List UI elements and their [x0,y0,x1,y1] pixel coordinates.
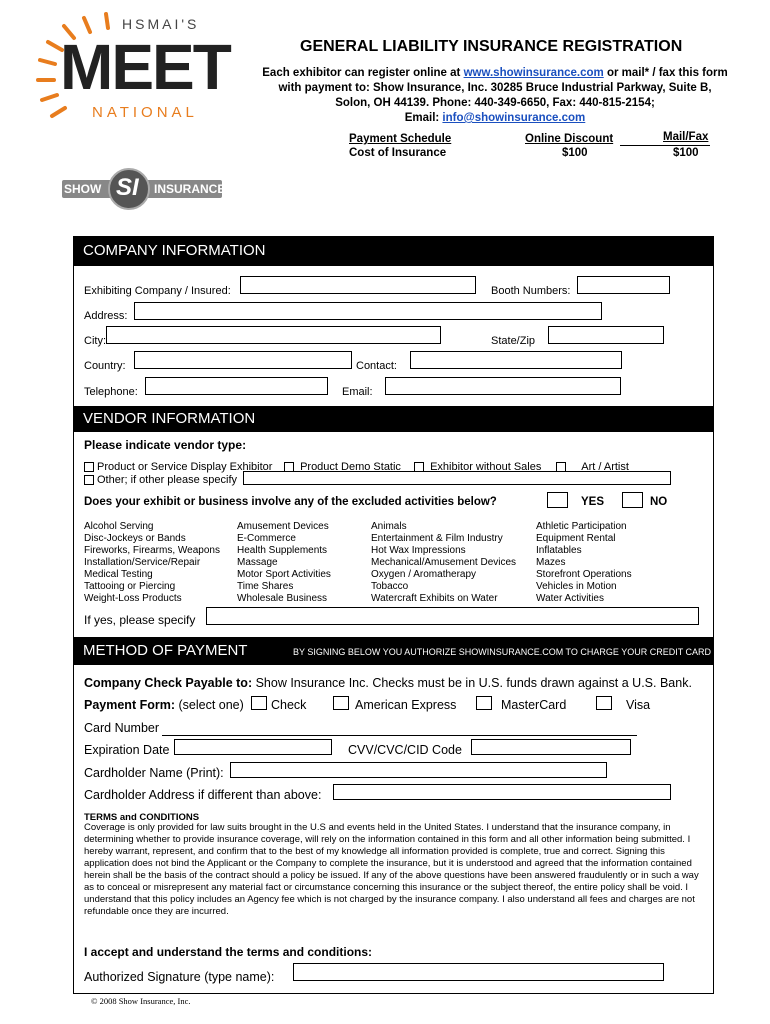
authorize-text: BY SIGNING BELOW YOU AUTHORIZE SHOWINSURANCE.COM TO CHARGE YOUR CREDIT CARD [293,647,712,657]
signature-input[interactable] [293,963,664,981]
activity-item: Massage [237,557,278,568]
expiration-input[interactable] [174,739,332,755]
intro-part-1: Each exhibitor can register online at [262,67,461,79]
country-input[interactable] [134,351,352,369]
excluded-activities-question: Does your exhibit or business involve any of the excluded activities below? [84,496,497,508]
terms-heading: TERMS and CONDITIONS [84,812,200,823]
state-zip-label: State/Zip [491,335,536,347]
cardholder-address-input[interactable] [333,784,671,800]
vendor-info-heading: VENDOR INFORMATION [73,406,714,432]
activity-item: Animals [371,521,407,532]
telephone-label: Telephone: [84,386,138,398]
payment-form-line [84,698,244,712]
yes-checkbox[interactable] [547,492,568,508]
option-demo-label: Product Demo Static [300,461,401,473]
checkbox-display[interactable] [84,462,94,472]
online-discount-value: $100 [562,147,588,159]
vendor-type-label: Please indicate vendor type: [84,438,247,452]
logo-show-text: SHOW [64,182,102,196]
cardholder-name-input[interactable] [230,762,607,778]
mastercard-option-label: MasterCard [501,698,567,712]
payment-heading: METHOD OF PAYMENT [83,642,248,659]
check-checkbox[interactable] [251,696,267,710]
check-payable-line [84,676,692,690]
activity-item: Motor Sport Activities [237,569,331,580]
visa-checkbox[interactable] [596,696,612,710]
card-number-label: Card Number [84,721,160,735]
if-yes-label: If yes, please specify [84,613,196,627]
activity-item: Tattooing or Piercing [84,581,176,592]
state-zip-input[interactable] [548,326,664,344]
telephone-input[interactable] [145,377,328,395]
activity-item: E-Commerce [237,533,296,544]
activity-item: Mechanical/Amusement Devices [371,557,517,568]
city-input[interactable] [106,326,441,344]
company-info-heading: COMPANY INFORMATION [73,236,714,266]
activity-item: Installation/Service/Repair [84,557,201,568]
city-label: City: [84,335,106,347]
contact-label: Contact: [356,360,397,372]
contact-input[interactable] [410,351,622,369]
option-other-label: Other; if other please specify [97,474,238,486]
activities-col-1 [84,521,220,605]
logo-meet-text: MEET [60,31,230,103]
copyright: © 2008 Show Insurance, Inc. [91,996,191,1006]
activity-item: Mazes [536,557,566,568]
activity-item: Medical Testing [84,569,153,580]
logo-national-text: NATIONAL [92,104,198,121]
activity-item: Fireworks, Firearms, Weapons [84,545,220,556]
activity-item: Wholesale Business [237,593,328,604]
activity-item: Equipment Rental [536,533,616,544]
terms-text: Coverage is only provided for law suits brought in the U.S and events held in the United States. I understand that the insurance company, in determining whether to provide insurance coverage, will rely on the information contained in this form and all other information being submitted. I hereby warrant, represent, and confirm that to the best of my knowledge all information provided is complete, true and correct. Signing this application does not bind the Applicant or the Company to complete the insurance, but it is understood and agreed that the information contained herein shall be the basis of the contract should a policy be issued. If any of the above questions have been answered fraudulently or in such a way as to conceal or misrepresent any material fact or circumstance concerning this insurance or the subject thereof, the entire policy shall be void. I understand that this policy includes an Agency fee which is not charged by the insurance company. I also understand all fees and charges are not refundable once they are incurred. [84,822,699,917]
activity-item: Oxygen / Aromatherapy [371,569,477,580]
logo-hsmai-text: HSMAI'S [122,16,200,32]
activities-col-4 [536,521,632,605]
checkbox-other[interactable] [84,475,94,485]
no-checkbox[interactable] [622,492,643,508]
if-yes-input[interactable] [206,607,699,625]
email-field-label: Email: [342,386,373,398]
mastercard-checkbox[interactable] [476,696,492,710]
cardholder-address-label: Cardholder Address if different than above: [84,788,322,802]
activity-item: Amusement Devices [237,521,329,532]
activity-item: Health Supplements [237,545,328,556]
exhibiting-company-input[interactable] [240,276,476,294]
payment-form-select: (select one) [178,698,244,712]
activity-item: Alcohol Serving [84,521,154,532]
payment-form-label: Payment Form: [84,698,175,712]
intro-part-2: or mail* / fax this form with payment to: Show Insurance, Inc. 30285 Bruce Industrial Parkway, Suite B, Solon, OH 44139. Phone: 440-349-6650, Fax: 440-815-2154; [278,67,728,109]
activity-item: Time Shares [237,581,294,592]
activity-item: Watercraft Exhibits on Water [371,593,498,604]
payment-schedule-label: Payment Schedule [349,133,452,145]
card-number-input[interactable] [162,735,637,736]
other-specify-input[interactable] [243,471,671,485]
website-link[interactable]: www.showinsurance.com [463,67,604,79]
exhibiting-company-label: Exhibiting Company / Insured: [84,285,231,297]
visa-option-label: Visa [626,698,651,712]
accept-terms-label: I accept and understand the terms and conditions: [84,945,373,959]
email-label: Email: [404,112,440,124]
check-payable-label: Company Check Payable to: [84,676,253,690]
logo-insurance-text: INSURANCE [154,182,226,196]
activity-item: Vehicles in Motion [536,581,617,592]
address-label: Address: [84,310,128,322]
email-link[interactable]: info@showinsurance.com [442,112,586,124]
yes-label: YES [581,496,605,508]
activities-col-2 [237,521,331,605]
show-insurance-logo [62,166,226,210]
activity-item: Weight-Loss Products [84,593,182,604]
expiration-label: Expiration Date [84,743,170,757]
mail-fax-label: Mail/Fax [663,131,709,143]
option-no-sales-label: Exhibitor without Sales [430,461,542,473]
activity-item: Tobacco [371,581,409,592]
activity-item: Storefront Operations [536,569,632,580]
activity-item: Water Activities [536,593,604,604]
cvv-label: CVV/CVC/CID Code [348,743,462,757]
booth-numbers-input[interactable] [577,276,670,294]
activity-item: Inflatables [536,545,582,556]
page-title: GENERAL LIABILITY INSURANCE REGISTRATION [300,38,683,55]
no-label: NO [650,496,668,508]
cvv-input[interactable] [471,739,631,755]
activities-col-3 [371,521,516,605]
cost-label: Cost of Insurance [349,147,447,159]
activity-item: Hot Wax Impressions [371,545,466,556]
email-input[interactable] [385,377,621,395]
cardholder-name-label: Cardholder Name (Print): [84,766,224,780]
intro-text [260,66,730,126]
vendor-option-other[interactable] [84,474,237,486]
check-option-label: Check [271,698,307,712]
option-art-label: Art / Artist [581,461,629,473]
activity-item: Disc-Jockeys or Bands [84,533,186,544]
mail-fax-value: $100 [673,147,699,159]
activity-item: Athletic Participation [536,521,627,532]
online-discount-label: Online Discount [525,133,614,145]
signature-label: Authorized Signature (type name): [84,970,275,984]
country-label: Country: [84,360,126,372]
amex-checkbox[interactable] [333,696,349,710]
activity-item: Entertainment & Film Industry [371,533,503,544]
option-display-label: Product or Service Display Exhibitor [97,461,273,473]
amex-option-label: American Express [355,698,457,712]
address-input[interactable] [134,302,602,320]
booth-numbers-label: Booth Numbers: [491,285,571,297]
logo-si-text: SI [116,174,139,201]
check-payable-text: Show Insurance Inc. Checks must be in U.S. funds drawn against a U.S. Bank. [255,676,692,690]
